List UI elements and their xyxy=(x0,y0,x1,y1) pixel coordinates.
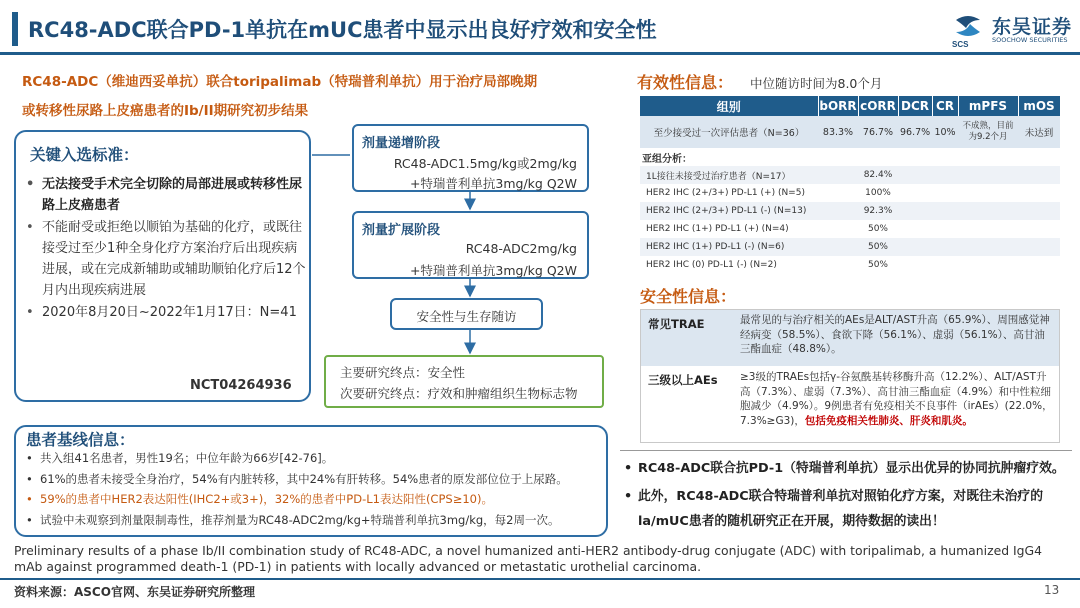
corr-cell: 82.4% xyxy=(858,166,898,184)
group-cell: HER2 IHC (2+/3+) PD-L1 (-) (N=13) xyxy=(640,202,818,220)
criteria-title: 关键入选标准： xyxy=(30,146,139,164)
page-title: RC48-ADC联合PD-1单抗在mUC患者中显示出良好疗效和安全性 xyxy=(28,18,657,42)
column-header: 组别 xyxy=(640,96,818,116)
table-header-row xyxy=(640,96,1060,116)
table-row xyxy=(640,256,1060,274)
stage-title: 剂量扩展阶段 xyxy=(362,223,441,238)
follow-up-label: 安全性与生存随访 xyxy=(416,309,517,324)
subgroup-header-row xyxy=(640,148,1060,166)
source-note: 资料来源：ASCO官网、东吴证券研究所整理 xyxy=(14,585,255,599)
intro-line-2: 或转移性尿路上皮癌患者的Ib/II期研究初步结果 xyxy=(22,103,309,119)
dose-expansion-box xyxy=(352,211,589,279)
secondary-endpoint: 次要研究终点：疗效和肿瘤组织生物标志物 xyxy=(340,386,578,401)
dose-escalation-box xyxy=(352,124,589,192)
table-row xyxy=(640,166,1060,184)
group-cell: HER2 IHC (0) PD-L1 (-) (N=2) xyxy=(646,260,777,270)
table-row xyxy=(640,238,1060,256)
stage-combo: +特瑞普利单抗3mg/kg Q2W xyxy=(409,263,577,278)
criteria-list xyxy=(20,174,310,324)
conclusion-list xyxy=(622,456,1074,537)
list-item: • 无法接受手术完全切除的局部进展或转移性尿路上皮癌患者 xyxy=(20,174,310,216)
group-cell: HER2 IHC (1+) PD-L1 (+) (N=4) xyxy=(646,224,789,234)
company-logo xyxy=(948,10,1074,50)
list-item: • 不能耐受或拒绝以顺铂为基础的化疗，或既往接受过至少1种全身化疗方案治疗后出现疾病进展，或在完成新辅助或辅助顺铂化疗后12个月内出现疾病进展 xyxy=(20,217,310,301)
logo-text-cn: 东吴证券 xyxy=(992,16,1073,38)
stage-title: 剂量递增阶段 xyxy=(362,136,441,151)
list-item: • 59%的患者中HER2表达阳性(IHC2+或3+)，32%的患者中PD-L1表达阳性(CPS≥10)。 xyxy=(24,489,604,510)
page-number: 13 xyxy=(1044,583,1060,597)
safety-title: 安全性信息： xyxy=(640,287,737,306)
column-header: mPFS xyxy=(958,96,1018,116)
intro-line-1: RC48-ADC（维迪西妥单抗）联合toripalimab（特瑞普利单抗）用于治疗局部晚期 xyxy=(22,74,538,90)
english-summary: Preliminary results of a phase Ib/II combination study of RC48-ADC, a novel humanized anti-HER2 antibody-drug conjugate (ADC) with toripalimab, a humanized IgG4 mAb against programmed death-1 (PD-1) in patients with locally advanced or metastatic urothelial carcinoma. xyxy=(14,543,1042,574)
list-item: • 试验中未观察到剂量限制毒性，推荐剂量为RC48-ADC2mg/kg+特瑞普利单抗3mg/kg，每2周一次。 xyxy=(24,510,604,531)
cr-cell: 10% xyxy=(932,116,958,148)
trial-id: NCT04264936 xyxy=(190,378,292,393)
endpoints-box xyxy=(324,355,604,408)
safety-label-common: 常见TRAE xyxy=(648,317,705,331)
list-item: • 2020年8月20日~2022年1月17日：N=41 xyxy=(20,302,310,323)
title-accent-bar xyxy=(12,12,18,46)
corr-cell: 100% xyxy=(865,188,891,198)
column-header: CR xyxy=(932,96,958,116)
subgroup-label: 亚组分析： xyxy=(642,153,692,165)
group-cell: HER2 IHC (1+) PD-L1 (-) (N=6) xyxy=(640,238,818,256)
table-row xyxy=(640,220,1060,238)
column-header: DCR xyxy=(898,96,932,116)
corr-cell: 76.7% xyxy=(858,116,898,148)
dcr-cell: 96.7% xyxy=(898,116,932,148)
corr-cell: 92.3% xyxy=(858,202,898,220)
safety-grade3-highlight: 包括免疫相关性肺炎、肝炎和肌炎。 xyxy=(804,414,973,427)
group-cell: HER2 IHC (2+/3+) PD-L1 (+) (N=5) xyxy=(646,188,805,198)
mos-cell: 未达到 xyxy=(1018,116,1060,148)
study-intro xyxy=(22,68,612,126)
column-header: cORR xyxy=(858,96,898,116)
list-item: • 共入组41名患者，男性19名；中位年龄为66岁[42-76]。 xyxy=(24,448,604,469)
corr-cell: 50% xyxy=(858,238,898,256)
corr-cell: 50% xyxy=(867,260,888,270)
conclusion-divider xyxy=(620,450,1072,451)
efficacy-table xyxy=(640,96,1061,274)
efficacy-title: 有效性信息： xyxy=(637,73,734,92)
corr-cell: 50% xyxy=(867,224,888,234)
svg-text:SCS: SCS xyxy=(952,40,969,49)
safety-text-grade3 xyxy=(740,370,1055,428)
footer-divider xyxy=(0,578,1080,580)
stage-dose: RC48-ADC1.5mg/kg或2mg/kg xyxy=(393,156,577,171)
list-item: • 61%的患者未接受全身治疗，54%有内脏转移，其中24%有肝转移。54%患者的原发部位位于上尿路。 xyxy=(24,469,604,490)
safety-label-grade3: 三级以上AEs xyxy=(648,373,718,387)
column-header: bORR xyxy=(818,96,858,116)
stage-combo: +特瑞普利单抗3mg/kg Q2W xyxy=(409,176,577,191)
logo-text-en: SOOCHOW SECURITIES xyxy=(992,36,1068,44)
safety-text-common: 最常见的与治疗相关的AEs是ALT/AST升高（65.9%）、周围感觉神经病变（58.5%）、食欲下降（56.1%）、虚弱（56.1%）、高甘油三酯血症（48.8%）。 xyxy=(740,314,1050,355)
table-row xyxy=(640,116,1060,148)
safety-grade3-body: ≥3级的TRAEs包括γ-谷氨酰基转移酶升高（12.2%）、ALT/AST升高（7.3%）、虚弱（7.3%）、高甘油三酯血症（4.9%）和中性粒细胞减少（4.9%）。9例患者有免疫相关不良事件（irAEs）(22.0%，7.3%≥G3)， xyxy=(740,371,1053,427)
list-item: • RC48-ADC联合抗PD-1（特瑞普利单抗）显示出优异的协同抗肿瘤疗效。 xyxy=(622,456,1074,481)
group-cell: 至少接受过一次评估患者（N=36） xyxy=(640,116,818,148)
logo-mark-icon xyxy=(948,10,988,50)
baseline-list xyxy=(24,448,604,530)
table-row xyxy=(640,184,1060,202)
list-item: • 此外，RC48-ADC联合特瑞普利单抗对照铂化疗方案，对既往未治疗的la/mUC患者的随机研究正在开展，期待数据的读出！ xyxy=(622,484,1074,534)
follow-up-box xyxy=(390,298,543,330)
table-row xyxy=(640,202,1060,220)
column-header: mOS xyxy=(1018,96,1060,116)
efficacy-subtitle: 中位随访时间为8.0个月 xyxy=(750,76,883,91)
baseline-title: 患者基线信息： xyxy=(26,431,135,449)
borr-cell: 83.3% xyxy=(818,116,858,148)
primary-endpoint: 主要研究终点：安全性 xyxy=(340,365,466,380)
group-cell: 1L接往未接受过治疗患者（N=17） xyxy=(640,166,818,184)
stage-dose: RC48-ADC2mg/kg xyxy=(465,241,577,256)
header-divider xyxy=(0,52,1080,55)
mpfs-cell: 不成熟，目前为9.2个月 xyxy=(958,116,1018,148)
